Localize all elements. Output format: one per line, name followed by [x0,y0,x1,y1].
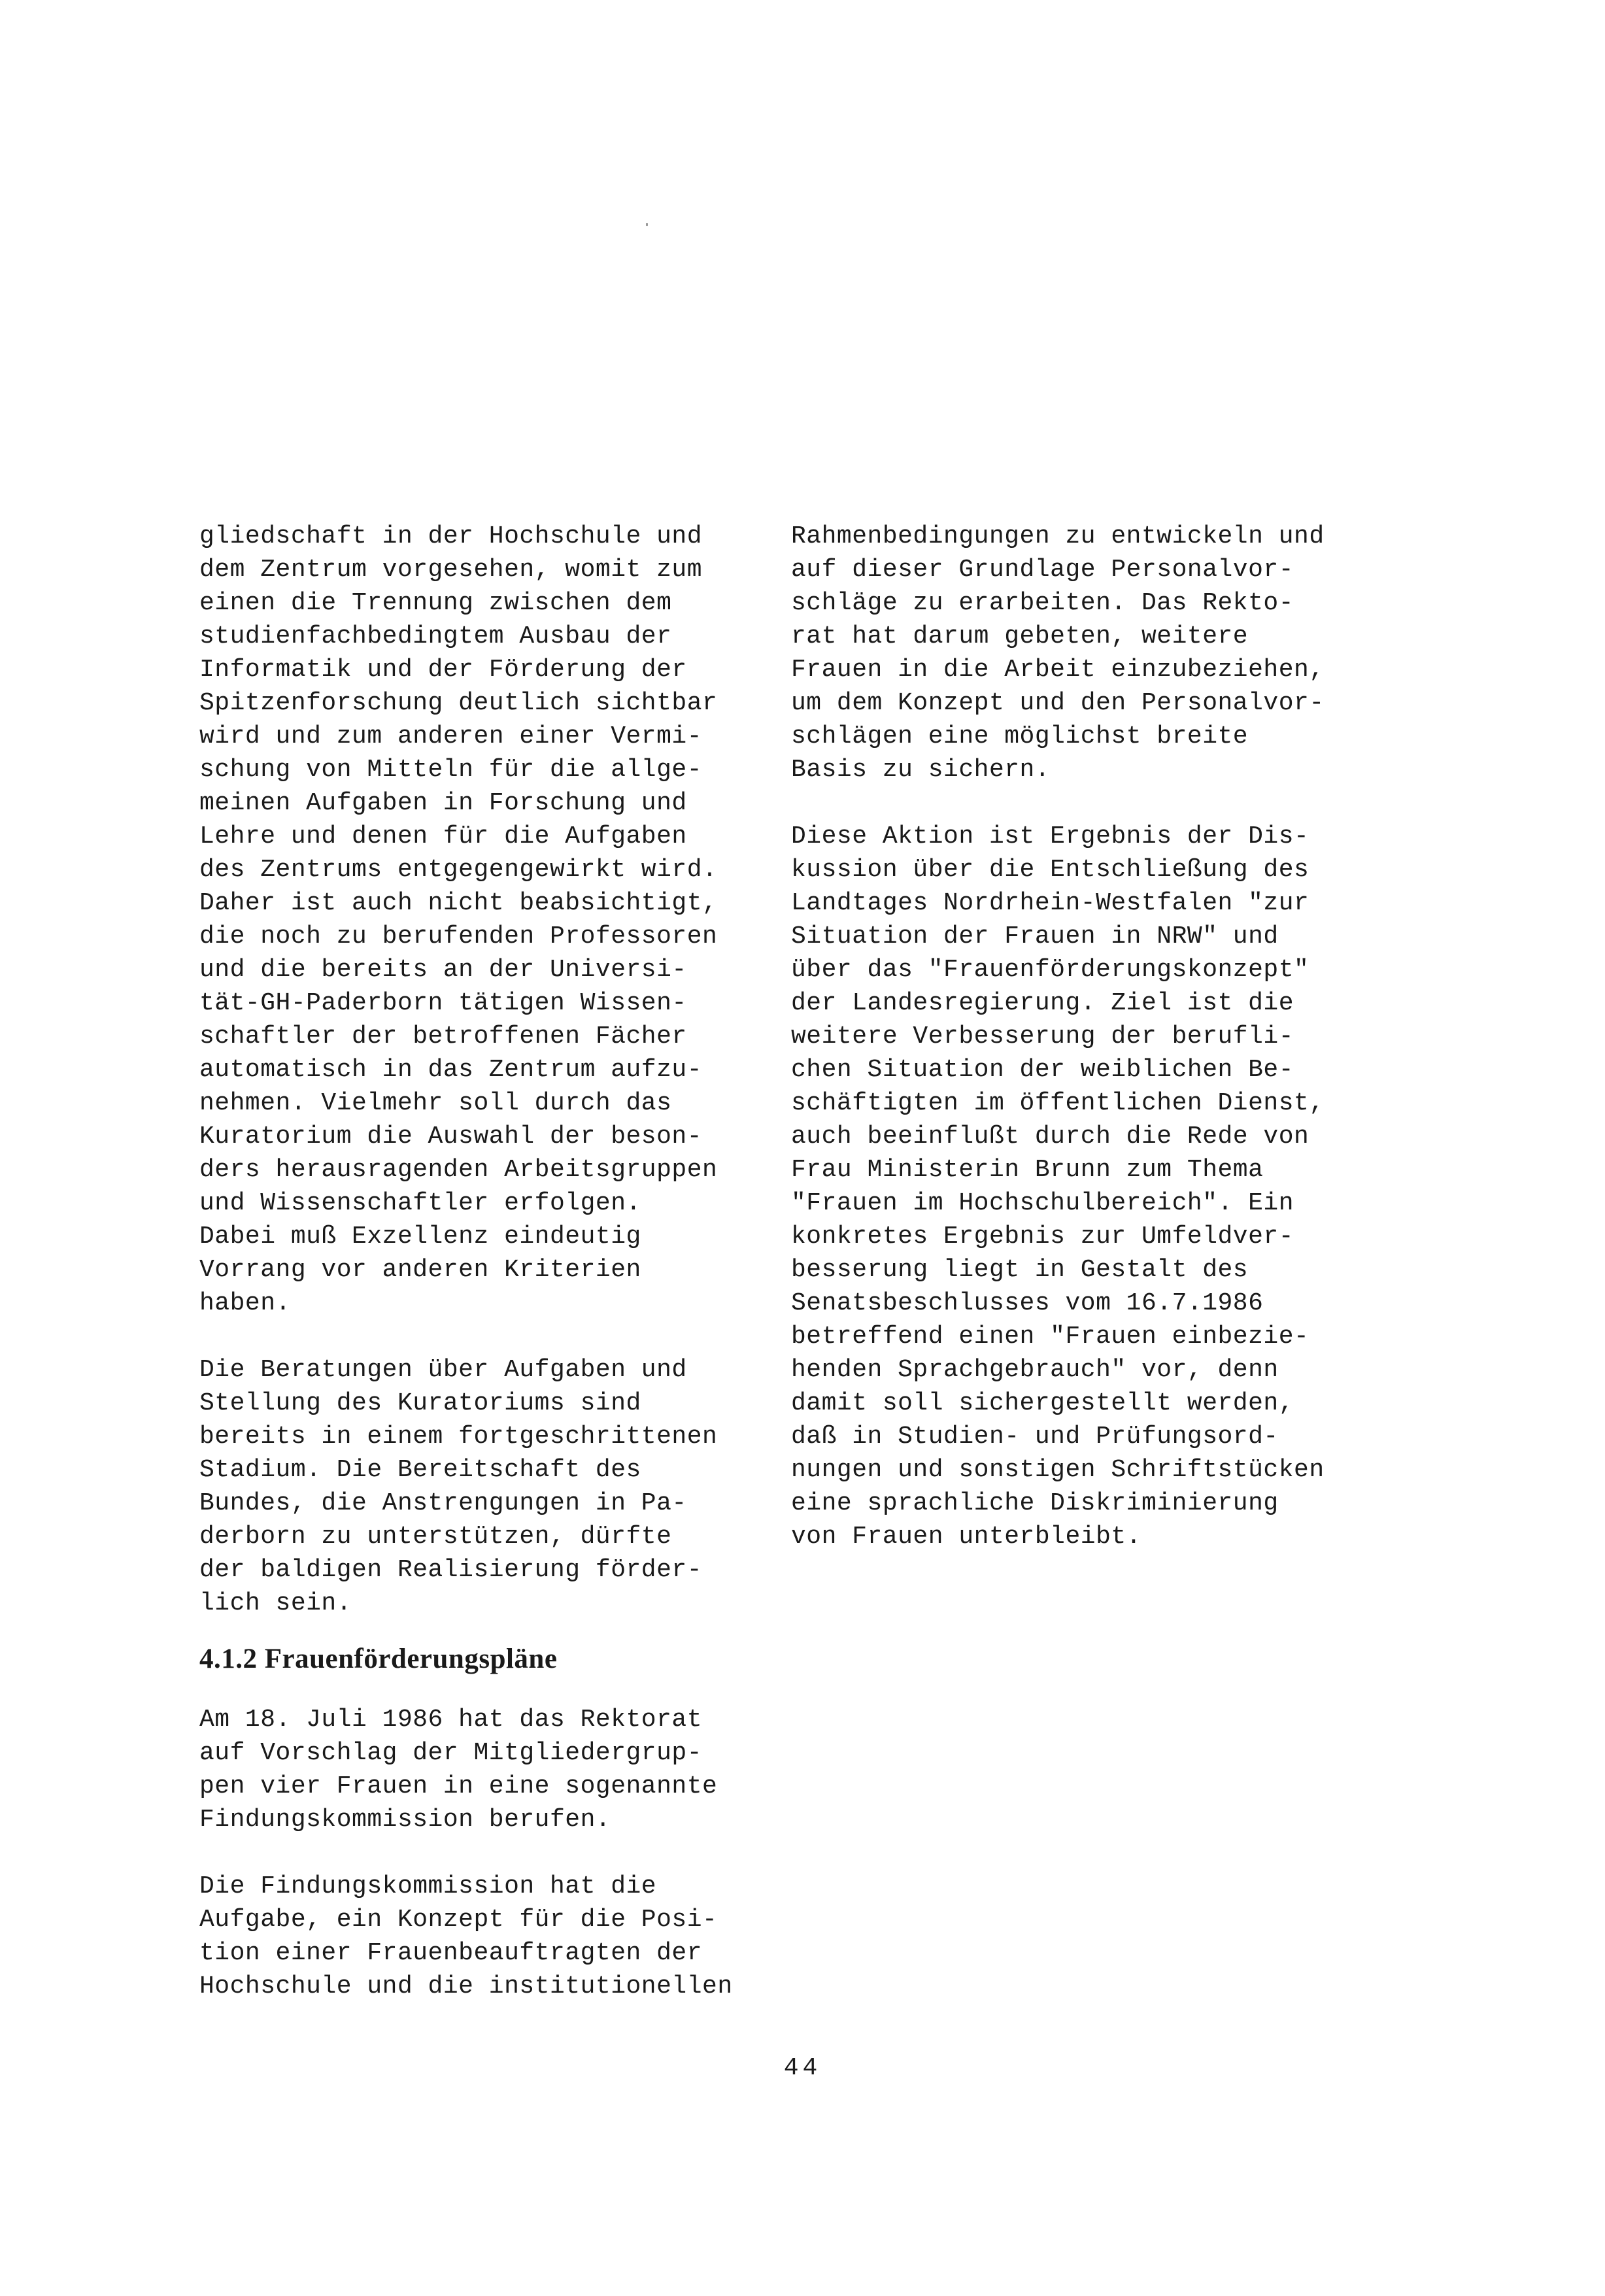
text-line: Daher ist auch nicht beabsichtigt, [199,889,718,917]
text-line: Diese Aktion ist Ergebnis der Dis- [791,822,1309,851]
text-line: studienfachbedingtem Ausbau der [199,622,672,650]
text-line: daß in Studien- und Prüfungsord- [791,1423,1279,1451]
text-line: einen die Trennung zwischen dem [199,589,672,617]
text-line: rat hat darum gebeten, weitere [791,622,1249,650]
right-paragraph-1 [791,520,1393,786]
text-line: schäftigten im öffentlichen Dienst, [791,1089,1325,1117]
text-line: Senatsbeschlusses vom 16.7.1986 [791,1289,1264,1317]
text-line: und die bereits an der Universi- [199,956,687,984]
left-paragraph-2 [199,1353,801,1620]
text-line: auf Vorschlag der Mitgliedergrup- [199,1739,703,1767]
text-line: nungen und sonstigen Schriftstücken [791,1456,1325,1484]
text-line: über das "Frauenförderungskonzept" [791,956,1309,984]
text-line: lich sein. [199,1589,352,1617]
text-line: Hochschule und die institutionellen [199,1972,733,2001]
text-line: Aufgabe, ein Konzept für die Posi- [199,1906,718,1934]
text-line: Die Findungskommission hat die [199,1872,657,1900]
page-number: 44 [783,2054,822,2082]
text-line: schung von Mitteln für die allge- [199,756,703,784]
left-column [199,520,801,1620]
right-paragraph-2 [791,820,1393,1553]
text-line: tion einer Frauenbeauftragten der [199,1939,703,1967]
text-line: schaftler der betroffenen Fächer [199,1022,687,1051]
text-line: bereits in einem fortgeschrittenen [199,1423,718,1451]
section-heading: 4.1.2 Frauenförderungspläne [199,1644,558,1674]
text-line: schläge zu erarbeiten. Das Rekto- [791,589,1294,617]
text-line: Die Beratungen über Aufgaben und [199,1356,687,1384]
text-line: Kuratorium die Auswahl der beson- [199,1123,703,1151]
text-line: dem Zentrum vorgesehen, womit zum [199,556,703,584]
text-line: chen Situation der weiblichen Be- [791,1056,1294,1084]
text-line: kussion über die Entschließung des [791,856,1309,884]
text-line: Informatik und der Förderung der [199,656,687,684]
text-line: weitere Verbesserung der berufli- [791,1022,1294,1051]
text-line: besserung liegt in Gestalt des [791,1256,1249,1284]
left-paragraph-1 [199,520,801,1320]
text-line: Landtages Nordrhein-Westfalen "zur [791,889,1309,917]
text-line: wird und zum anderen einer Vermi- [199,722,703,751]
left-paragraph-3 [199,1703,801,1836]
text-line: um dem Konzept und den Personalvor- [791,689,1325,717]
text-line: Vorrang vor anderen Kriterien [199,1256,641,1284]
text-line: damit soll sichergestellt werden, [791,1389,1294,1417]
text-line: Stellung des Kuratoriums sind [199,1389,641,1417]
text-line: konkretes Ergebnis zur Umfeldver- [791,1223,1294,1251]
scan-speck [646,223,648,226]
text-line: tät-GH-Paderborn tätigen Wissen- [199,989,687,1017]
text-line: meinen Aufgaben in Forschung und [199,789,687,817]
text-line: derborn zu unterstützen, dürfte [199,1523,672,1551]
text-line: pen vier Frauen in eine sogenannte [199,1772,718,1800]
text-line: henden Sprachgebrauch" vor, denn [791,1356,1279,1384]
text-line: Basis zu sichern. [791,756,1051,784]
left-column-continued [199,1703,801,2003]
text-line: Lehre und denen für die Aufgaben [199,822,687,851]
text-line: Stadium. Die Bereitschaft des [199,1456,641,1484]
text-line: haben. [199,1289,291,1317]
paragraph-gap [791,786,1393,820]
text-line: Dabei muß Exzellenz eindeutig [199,1223,641,1251]
text-line: der Landesregierung. Ziel ist die [791,989,1294,1017]
text-line: Frau Ministerin Brunn zum Thema [791,1156,1264,1184]
text-line: auch beeinflußt durch die Rede von [791,1123,1309,1151]
text-line: und Wissenschaftler erfolgen. [199,1189,641,1217]
text-line: Spitzenforschung deutlich sichtbar [199,689,718,717]
text-line: eine sprachliche Diskriminierung [791,1489,1279,1517]
paragraph-gap [199,1836,801,1870]
right-column [791,520,1393,1553]
text-line: Situation der Frauen in NRW" und [791,922,1279,951]
text-line: des Zentrums entgegengewirkt wird. [199,856,718,884]
paragraph-gap [199,1320,801,1353]
text-line: von Frauen unterbleibt. [791,1523,1141,1551]
text-line: nehmen. Vielmehr soll durch das [199,1089,672,1117]
text-line: automatisch in das Zentrum aufzu- [199,1056,703,1084]
text-line: gliedschaft in der Hochschule und [199,522,703,550]
text-line: Rahmenbedingungen zu entwickeln und [791,522,1325,550]
text-line: auf dieser Grundlage Personalvor- [791,556,1294,584]
left-paragraph-4 [199,1870,801,2003]
text-line: schlägen eine möglichst breite [791,722,1249,751]
text-line: die noch zu berufenden Professoren [199,922,718,951]
text-line: Bundes, die Anstrengungen in Pa- [199,1489,687,1517]
text-line: Frauen in die Arbeit einzubeziehen, [791,656,1325,684]
text-line: Am 18. Juli 1986 hat das Rektorat [199,1706,703,1734]
text-line: ders herausragenden Arbeitsgruppen [199,1156,718,1184]
text-line: Findungskommission berufen. [199,1806,611,1834]
text-line: "Frauen im Hochschulbereich". Ein [791,1189,1294,1217]
text-line: der baldigen Realisierung förder- [199,1556,703,1584]
text-line: betreffend einen "Frauen einbezie- [791,1323,1309,1351]
